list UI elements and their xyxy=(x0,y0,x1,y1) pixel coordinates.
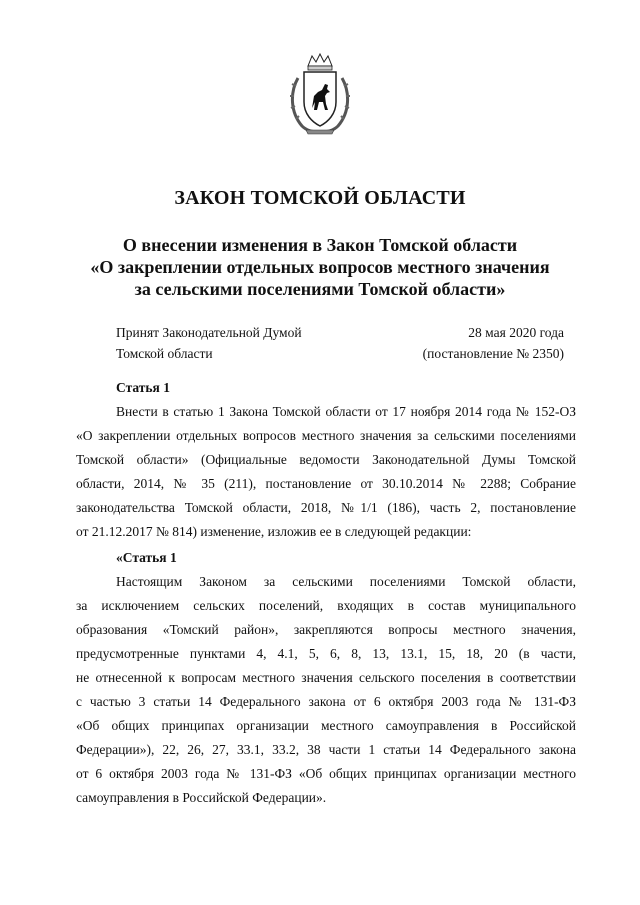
adopted-date xyxy=(423,322,564,364)
paragraph-line: Настоящим Законом за сельскими поселениями Томской области, xyxy=(116,574,576,589)
paragraph-line: «Об общих принципах организации местного самоуправления в Российской xyxy=(76,718,576,733)
quoted-article-body xyxy=(76,570,576,810)
quoted-article-heading: «Статья 1 xyxy=(116,550,177,565)
article-1-heading: Статья 1 xyxy=(116,380,170,395)
paragraph-line: от 21.12.2017 № 814) изменение, изложив ее в следующей редакции: xyxy=(76,524,472,539)
paragraph-line: от 6 октября 2003 года № 131-ФЗ «Об общих принципах организации местного xyxy=(76,766,576,781)
paragraph-line: Федерации»), 22, 26, 27, 33.1, 33.2, 38 части 1 статьи 14 Федерального закона xyxy=(76,742,576,757)
subtitle-line: О внесении изменения в Закон Томской области xyxy=(122,235,518,255)
paragraph-line: образования «Томский район», закрепляются вопросы местного значения, xyxy=(76,622,576,637)
adopted-date-line: 28 мая 2020 года xyxy=(468,325,564,340)
paragraph-line: области, 2014, № 35 (211), постановление от 30.10.2014 № 2288; Собрание xyxy=(76,476,576,491)
article-1-body xyxy=(76,400,576,544)
paragraph-line: не отнесенной к вопросам местного значения сельского поселения в соответствии xyxy=(76,670,576,685)
document-title: ЗАКОН ТОМСКОЙ ОБЛАСТИ xyxy=(174,187,466,209)
adopted-by xyxy=(116,322,302,364)
paragraph-line: с частью 3 статьи 14 Федерального закона от 6 октября 2003 года № 131-ФЗ xyxy=(76,694,576,709)
adopted-date-line: (постановление № 2350) xyxy=(422,346,564,361)
paragraph-line: Внести в статью 1 Закона Томской области от 17 ноября 2014 года № 152-ОЗ xyxy=(116,404,576,419)
document-subtitle xyxy=(0,234,640,300)
paragraph-line: «О закреплении отдельных вопросов местного значения за сельскими поселениями xyxy=(76,428,576,443)
paragraph-line: предусмотренные пунктами 4, 4.1, 5, 6, 8, 13, 13.1, 15, 18, 20 (в части, xyxy=(76,646,576,661)
subtitle-line: «О закреплении отдельных вопросов местного значения xyxy=(90,257,550,277)
paragraph-line: законодательства Томской области, 2018, №1/1 (186), часть 2, постановление xyxy=(76,500,576,515)
adopted-by-line: Томской области xyxy=(116,346,213,361)
paragraph-line: за исключением сельских поселений, входящих в состав муниципального xyxy=(76,598,576,613)
subtitle-line: за сельскими поселениями Томской области» xyxy=(134,279,506,299)
paragraph-line: Томской области» (Официальные ведомости Законодательной Думы Томской xyxy=(76,452,576,467)
paragraph-line: самоуправления в Российской Федерации». xyxy=(76,790,327,805)
adopted-by-line: Принят Законодательной Думой xyxy=(116,325,302,340)
coat-of-arms-icon xyxy=(288,52,352,136)
